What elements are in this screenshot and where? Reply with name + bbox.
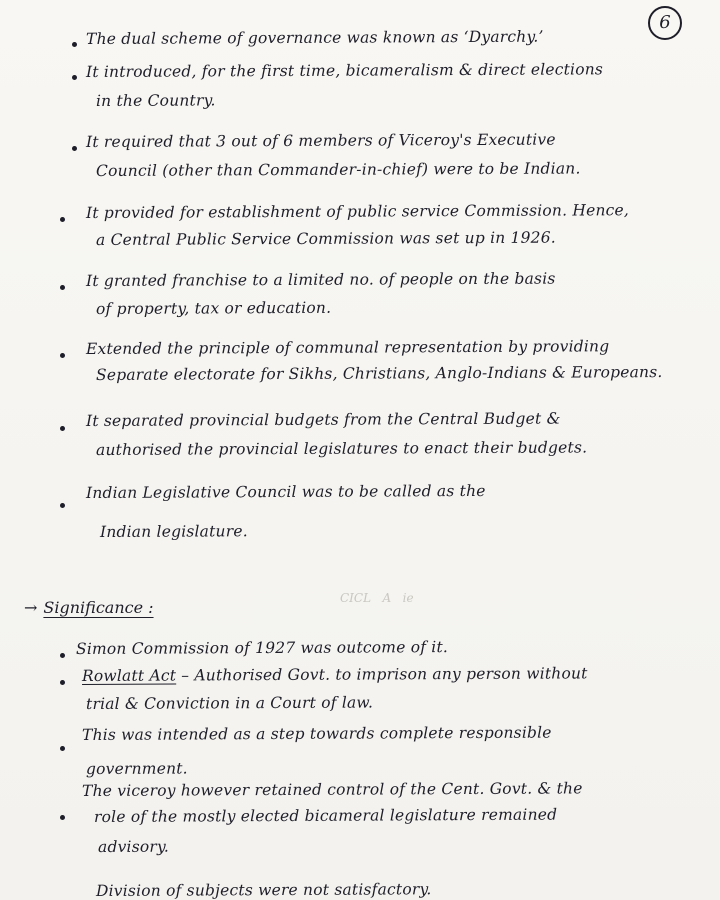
note-line: It required that 3 out of 6 members of Viceroy's Executive <box>85 130 556 151</box>
note-line: The dual scheme of governance was known as ‘Dyarchy.’ <box>85 27 544 48</box>
note-line: Simon Commission of 1927 was outcome of it. <box>75 638 449 658</box>
bullet-point <box>60 503 65 508</box>
bullet-point <box>60 746 65 751</box>
note-line: Indian legislature. <box>99 522 248 541</box>
rowlatt-act-text: – Authorised Govt. to imprison any person without <box>176 664 588 685</box>
bullet-point <box>60 426 65 431</box>
note-line: in the Country. <box>95 91 216 110</box>
bullet-point <box>72 75 77 80</box>
bullet-point <box>60 680 65 685</box>
bleed-through-mark: CICL A ie <box>340 591 414 605</box>
note-line: The viceroy however retained control of the Cent. Govt. & the <box>81 779 583 800</box>
note-line: Indian Legislative Council was to be called as the <box>85 481 486 502</box>
note-line: government. <box>85 759 188 778</box>
note-line: Division of subjects were not satisfactory. <box>95 880 432 900</box>
note-line: It introduced, for the first time, bicameralism & direct elections <box>85 60 604 81</box>
bullet-point <box>72 146 77 151</box>
arrow-icon: → <box>24 598 38 617</box>
note-line <box>82 664 588 685</box>
bullet-point <box>72 42 77 47</box>
note-line: of property, tax or education. <box>95 298 332 318</box>
significance-title: Significance : <box>43 598 154 617</box>
note-line: Council (other than Commander-in-chief) were to be Indian. <box>95 159 581 180</box>
note-line: This was intended as a step towards complete responsible <box>81 723 552 744</box>
bullet-point <box>60 353 65 358</box>
bullet-point <box>60 217 65 222</box>
page-number: 6 <box>648 6 682 40</box>
significance-heading <box>24 598 154 617</box>
note-line: advisory. <box>97 837 170 856</box>
note-line: It provided for establishment of public service Commission. Hence, <box>85 201 630 222</box>
note-line: trial & Conviction in a Court of law. <box>85 693 374 713</box>
note-line: It separated provincial budgets from the Central Budget & <box>85 409 561 430</box>
note-line: authorised the provincial legislatures to enact their budgets. <box>95 438 588 459</box>
note-line: a Central Public Service Commission was set up in 1926. <box>95 228 556 249</box>
bullet-point <box>60 815 65 820</box>
rowlatt-act-label: Rowlatt Act <box>81 666 177 685</box>
bullet-point <box>60 285 65 290</box>
note-line: Separate electorate for Sikhs, Christians, Anglo-Indians & Europeans. <box>95 363 663 384</box>
note-line: It granted franchise to a limited no. of people on the basis <box>85 269 556 290</box>
bullet-point <box>60 653 65 658</box>
note-line: role of the mostly elected bicameral legislature remained <box>93 805 558 826</box>
note-line: Extended the principle of communal representation by providing <box>85 337 610 358</box>
